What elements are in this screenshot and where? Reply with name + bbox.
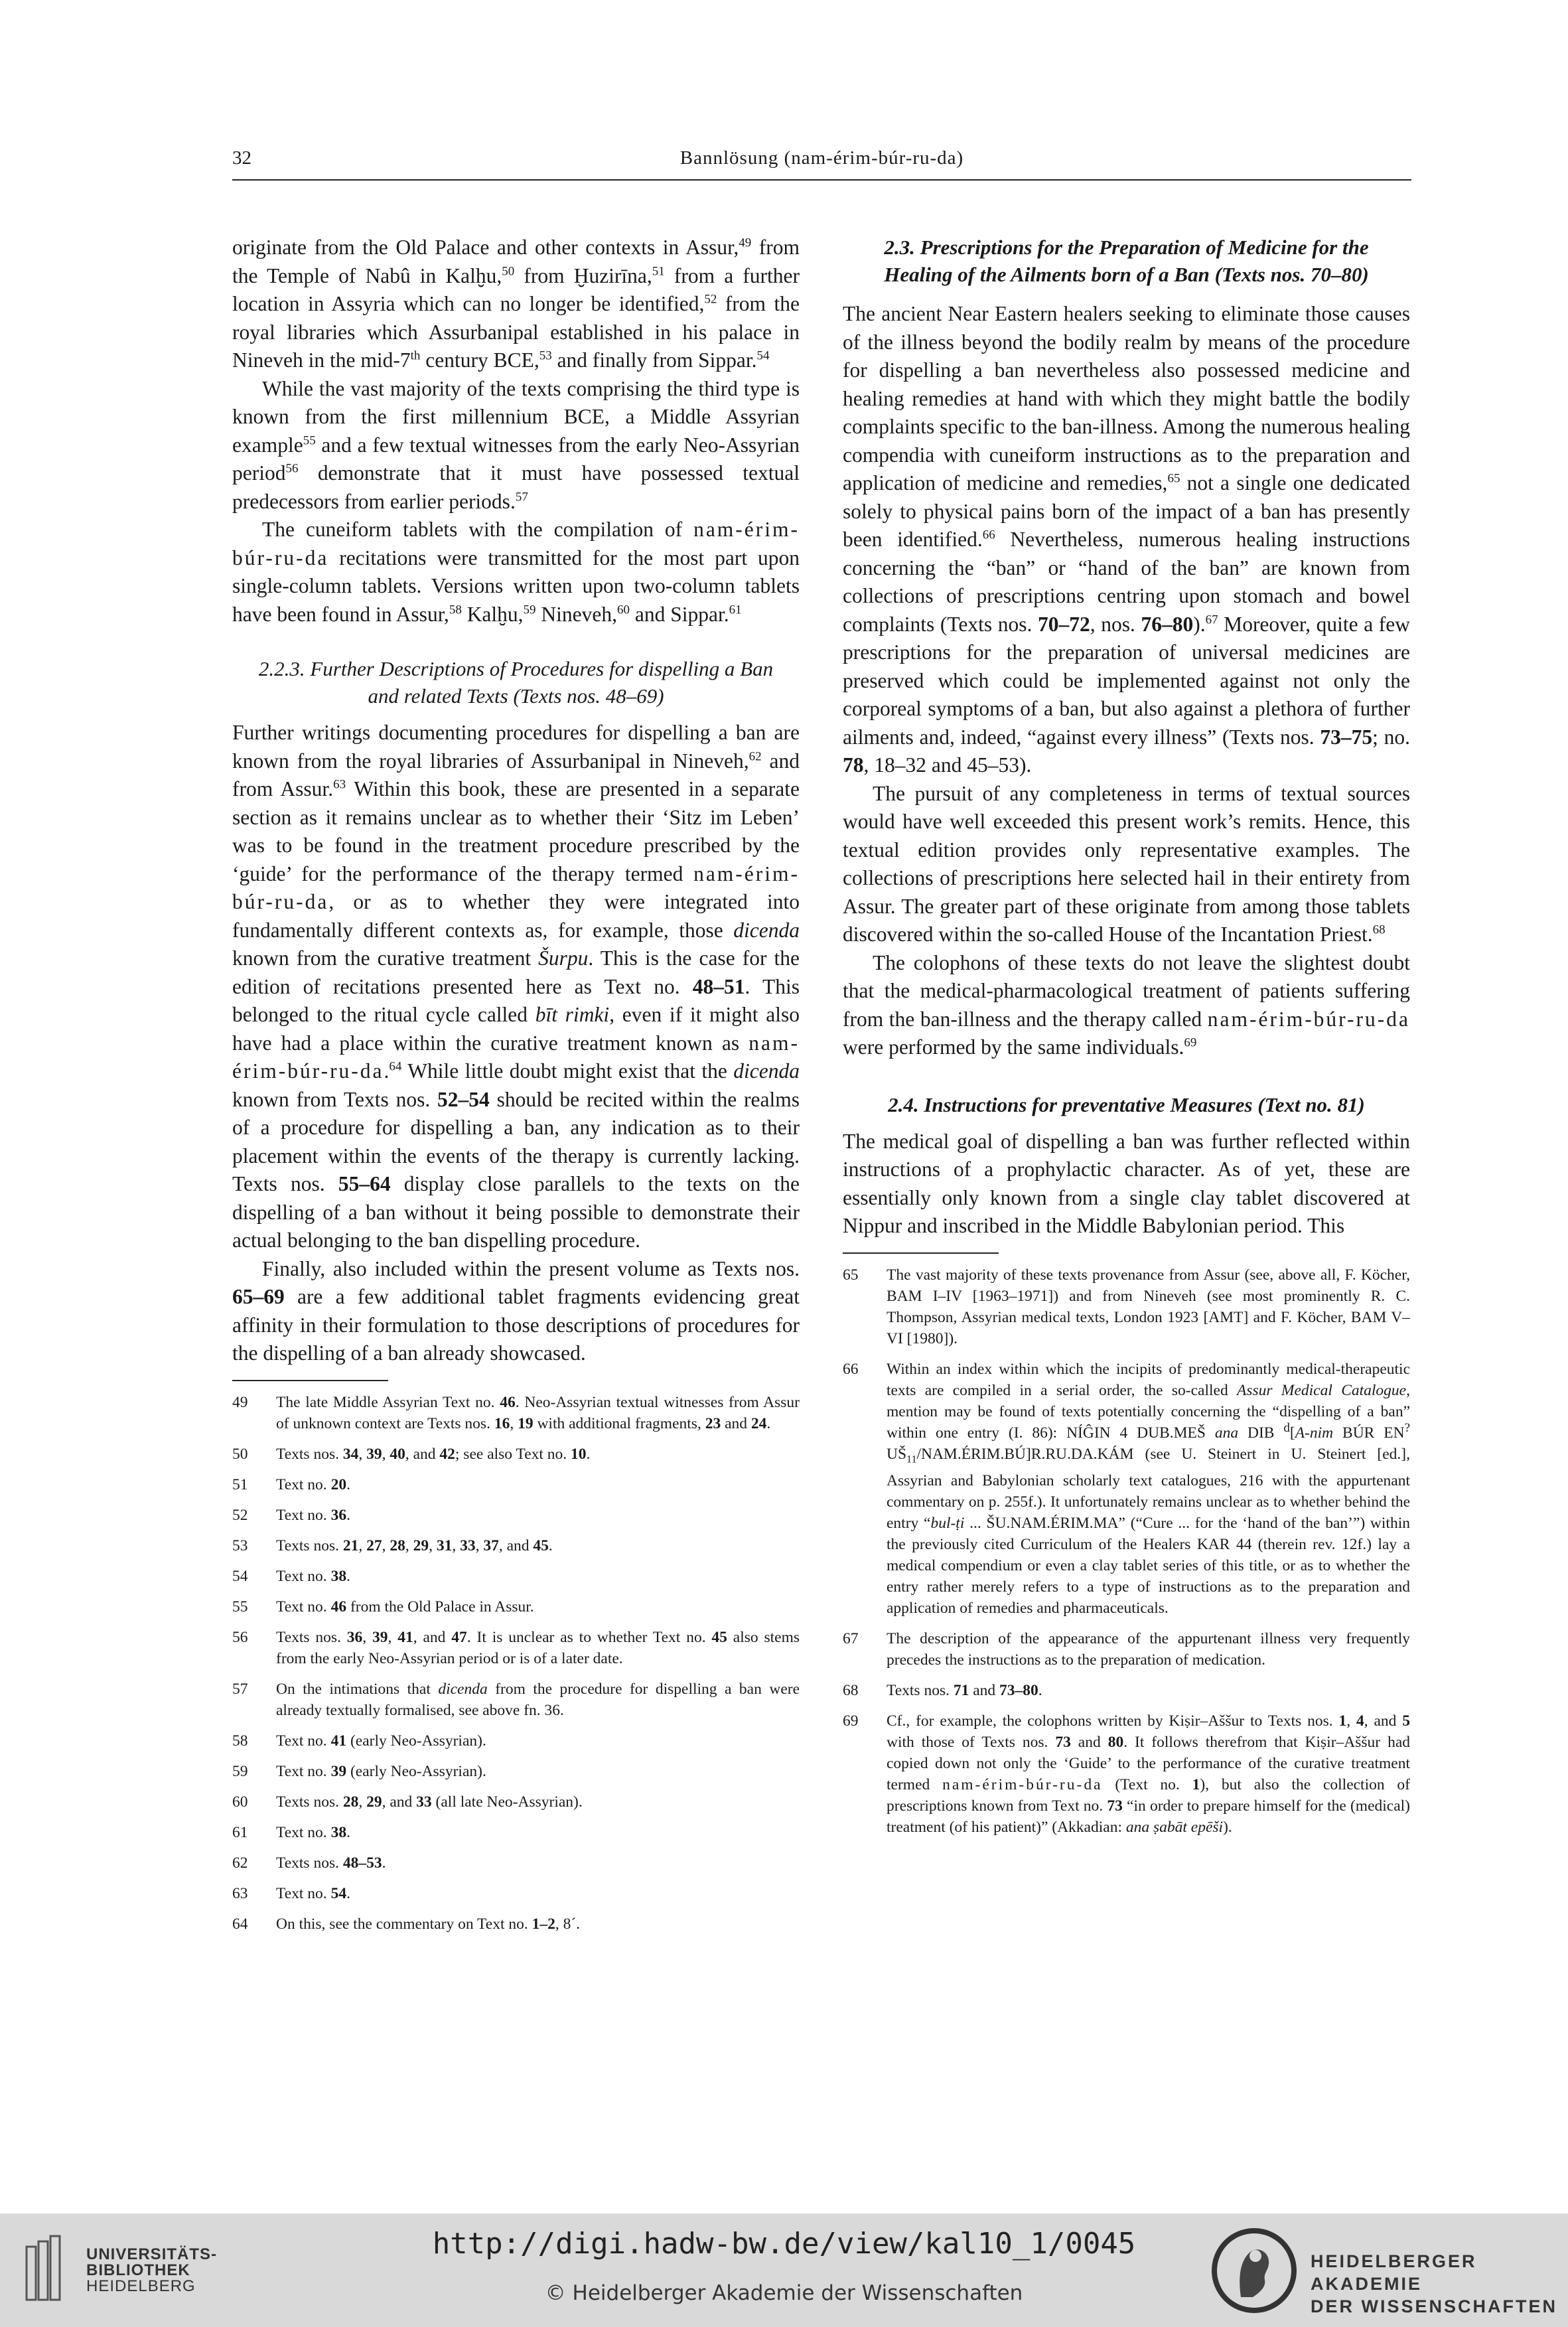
right-column (843, 234, 1410, 1847)
footnote-62: 62 Texts nos. 48–53. (232, 1854, 386, 1872)
section-heading-2-2-3: 2.2.3. Further Descriptions of Procedures for dispelling a Ban and related Texts (Texts nos. 48–69) (258, 657, 774, 708)
section-heading-2-4: 2.4. Instructions for preventative Measures (Text no. 81) (888, 1092, 1365, 1116)
footnote-rule (843, 1252, 999, 1254)
footnote-53: 53 Texts nos. 21, 27, 28, 29, 31, 33, 37, and 45. (232, 1537, 553, 1554)
footnote-64: 64 On this, see the commentary on Text no. 1–2, 8´. (232, 1915, 581, 1933)
footnote-52: 52 Text no. 36. (232, 1506, 350, 1524)
footnotes-left (232, 1392, 800, 1935)
body-paragraph: The medical goal of dispelling a ban was further reflected within instructions of a prophylactic character. As of yet, these are essentially only known from a single clay tablet discovered at Nippur and inscribed in the Middle Babylonian period. This (843, 1129, 1410, 1237)
library-name: UNIVERSITÄTS- BIBLIOTHEK HEIDELBERG (86, 2245, 218, 2295)
footnote-69: 69 Cf., for example, the colophons written by Kiṣir–Aššur to Texts nos. 1, 4, and 5 with those of Texts nos. 73 and 80. It follows therefrom that Kiṣir–Aššur had copied down not only the ‘Guide’ to the performance of the curative treatment termed nam-érim-búr-ru-da (Text no. 1), but also the collection of prescriptions known from Text no. 73 “in order to prepare himself for the (medical) treatment (of his patient)” (Akkadian: ana ṣabāt epēši). (843, 1712, 1411, 1837)
footnote-68: 68 Texts nos. 71 and 73–80. (843, 1682, 1042, 1700)
body-paragraph: The pursuit of any completeness in terms of textual sources would have well exceeded this present work’s remits. Hence, this textual edition provides only representative examples. The collections of prescriptions here selected hail in their entirety from Assur. The greater part of these originate from among those tablets discovered within the so-called House of the Incantation Priest.$^{68}$ (843, 781, 1410, 946)
footnote-51: 51 Text no. 20. (232, 1475, 350, 1493)
footnote-59: 59 Text no. 39 (early Neo-Assyrian). (232, 1762, 486, 1780)
footnote-56: 56 Texts nos. 36, 39, 41, and 47. It is unclear as to whether Text no. 45 also stems from the early Neo-Assyrian period or is of a later date. (232, 1628, 800, 1667)
academy-name: HEIDELBERGER AKADEMIE DER WISSENSCHAFTEN (1311, 2251, 1558, 2316)
copyright-notice: © Heidelberger Akademie der Wissenschaften (545, 2281, 1023, 2305)
footnote-50: 50 Texts nos. 34, 39, 40, and 42; see also Text no. 10. (232, 1445, 591, 1463)
footnote-55: 55 Text no. 46 from the Old Palace in Assur. (232, 1598, 534, 1615)
footnote-rule (232, 1380, 388, 1381)
footnote-49: 49 The late Middle Assyrian Text no. 46. Neo-Assyrian textual witnesses from Assur of unknown context are Texts nos. 16, 19 with additional fragments, 23 and 24. (232, 1393, 800, 1432)
body-paragraph: The ancient Near Eastern healers seeking to eliminate those causes of the illness beyond the bodily realm by means of the procedure for dispelling a ban nevertheless also possessed medicine and healing remedies at hand with which they might battle the bodily complaints specific to the ban-illness. Among the numerous healing compendia with cuneiform instructions as to the preparation and application of medicine and remedies,$^{65}$ not a single one dedicated solely to physical pains born of the impact of a ban has presently been identified.$^{66}$ Nevertheless, numerous healing instructions concerning the “ban” or “hand of the ban” are known from collections of prescriptions centring upon stomach and bowel complaints (Texts nos. 70–72, nos. 76–80).$^{67}$ Moreover, quite a few prescriptions for the preparation of universal medicines are preserved which could be implemented against not only the corporeal symptoms of a ban, but also against a plethora of further ailments and, indeed, “against every illness” (Texts nos. 73–75; no. 78, 18–32 and 45–53). (843, 302, 1411, 777)
left-column (232, 234, 800, 1944)
body-paragraph: The cuneiform tablets with the compilation of nam-érim-búr-ru-da recitations were transmitted for the most part upon single-column tablets. Versions written upon two-column tablets have been found in Assur,$^{58}$ Kalḫu,$^{59}$ Nineveh,$^{60}$ and Sippar.$^{61}$ (232, 518, 800, 626)
body-paragraph: Finally, also included within the present volume as Texts nos. 65–69 are a few additional tablet fragments evidencing great affinity in their formulation to those descriptions of procedures for the dispelling of a ban already showcased. (232, 1256, 800, 1365)
footnote-66: 66 Within an index within which the incipits of predominantly medical-therapeutic texts are compiled in a serial order, the so-called Assur Medical Catalogue, mention may be found of texts potentially concerning the “dispelling of a ban” within one entry (I. 86): NÍĜIN 4 DUB.MEŠ ana DIB $^d$[A-nim BÚR EN? $UŠ_{11}/NAM.ÉRIM.BÚ]R.RU.DA.KÁM$ (see U. Steinert in U. Steinert [ed.], Assyrian and Babylonian scholarly text catalogues, 216 with the appurtenant commentary on p. 255f.). It unfortunately remains unclear as to whether behind the entry “bul-ṭi ... ŠU.NAM.ÉRIM.MA” (“Cure ... for the ‘hand of the ban’”) within the previously cited Curriculum of the Healers KAR 44 (therein rev. 12f.) lay a medical compendium or even a clay tablet series of this title, or as to whether the entry rather merely refers to a type of instructions as to the preparation and application of remedies and pharmaceuticals. (843, 1360, 1410, 1617)
footnote-65: 65 The vast majority of these texts provenance from Assur (see, above all, F. Köcher, BAM I–IV [1963–1971]) and from Nineveh (see most prominently R. C. Thompson, Assyrian medical texts, London 1923 [AMT] and F. Köcher, BAM V–VI [1980]). (843, 1266, 1410, 1347)
body-paragraph: While the vast majority of the texts comprising the third type is known from the first millennium BCE, a Middle Assyrian example$^{55}$ and a few textual witnesses from the early Neo-Assyrian period$^{56}$ demonstrate that it must have possessed textual predecessors from earlier periods.$^{57}$ (232, 376, 800, 513)
body-paragraph: Further writings documenting procedures for dispelling a ban are known from the royal libraries of Assurbanipal in Nineveh,$^{62}$ and from Assur.$^{63}$ Within this book, these are presented in a separate section as it remains unclear as to whether their ‘Sitz im Leben’ was to be found in the treatment procedure prescribed by the ‘guide’ for the performance of the therapy termed nam-érim-búr-ru-da, or as to whether they were integrated into fundamentally different contexts as, for example, those dicenda known from the curative treatment Šurpu. This is the case for the edition of recitations presented here as Text no. 48–51. This belonged to the ritual cycle called bīt rimki, even if it might also have had a place within the curative treatment known as nam-érim-búr-ru-da.$^{64}$ While little doubt might exist that the dicenda known from Texts nos. 52–54 should be recited within the realms of a procedure for dispelling a ban, any indication as to their placement within the events of the therapy is currently lacking. Texts nos. 55–64 display close parallels to the texts on the dispelling of a ban without it being possible to demonstrate their actual belonging to the ban dispelling procedure. (232, 721, 800, 1252)
running-title: Bannlösung (nam-érim-búr-ru-da) (679, 147, 964, 169)
section-heading-2-3: 2.3. Prescriptions for the Preparation of Medicine for the Healing of the Ailments born of a Ban (Texts nos. 70–80) (884, 236, 1369, 286)
academy-seal-icon (1209, 2225, 1299, 2316)
footnote-54: 54 Text no. 38. (232, 1567, 350, 1585)
running-header (232, 147, 1411, 181)
footnote-60: 60 Texts nos. 28, 29, and 33 (all late Neo-Assyrian). (232, 1793, 583, 1811)
body-paragraph: originate from the Old Palace and other contexts in Assur,$^{49}$ from the Temple of Nabû in Kalḫu,$^{50}$ from Ḫuzirīna,$^{51}$ from a further location in Assyria which can no longer be identified,$^{52}$ from the royal libraries which Assurbanipal established in his palace in Nineveh in the mid-7th century BCE,$^{53}$ and finally from Sippar.$^{54}$ (232, 236, 800, 372)
footnote-57: 57 On the intimations that dicenda from the procedure for dispelling a ban were already textually formalised, see above fn. 36. (232, 1680, 800, 1719)
page-number: 32 (232, 147, 251, 169)
footnote-63: 63 Text no. 54. (232, 1884, 350, 1902)
footnote-58: 58 Text no. 41 (early Neo-Assyrian). (232, 1732, 486, 1750)
footnotes-right (843, 1264, 1410, 1839)
footnote-67: 67 The description of the appearance of the appurtenant illness very frequently precedes the instructions as to the preparation of medication. (843, 1630, 1410, 1669)
digitization-footer (0, 2214, 1568, 2327)
footnote-61: 61 Text no. 38. (232, 1823, 350, 1841)
body-paragraph: The colophons of these texts do not leave the slightest doubt that the medical-pharmacological treatment of patients suffering from the ban-illness and the therapy called nam-érim-búr-ru-da were performed by the same individuals.$^{69}$ (843, 950, 1410, 1059)
source-url-link[interactable]: http://digi.hadw-bw.de/view/kal10_1/0045 (432, 2227, 1136, 2261)
